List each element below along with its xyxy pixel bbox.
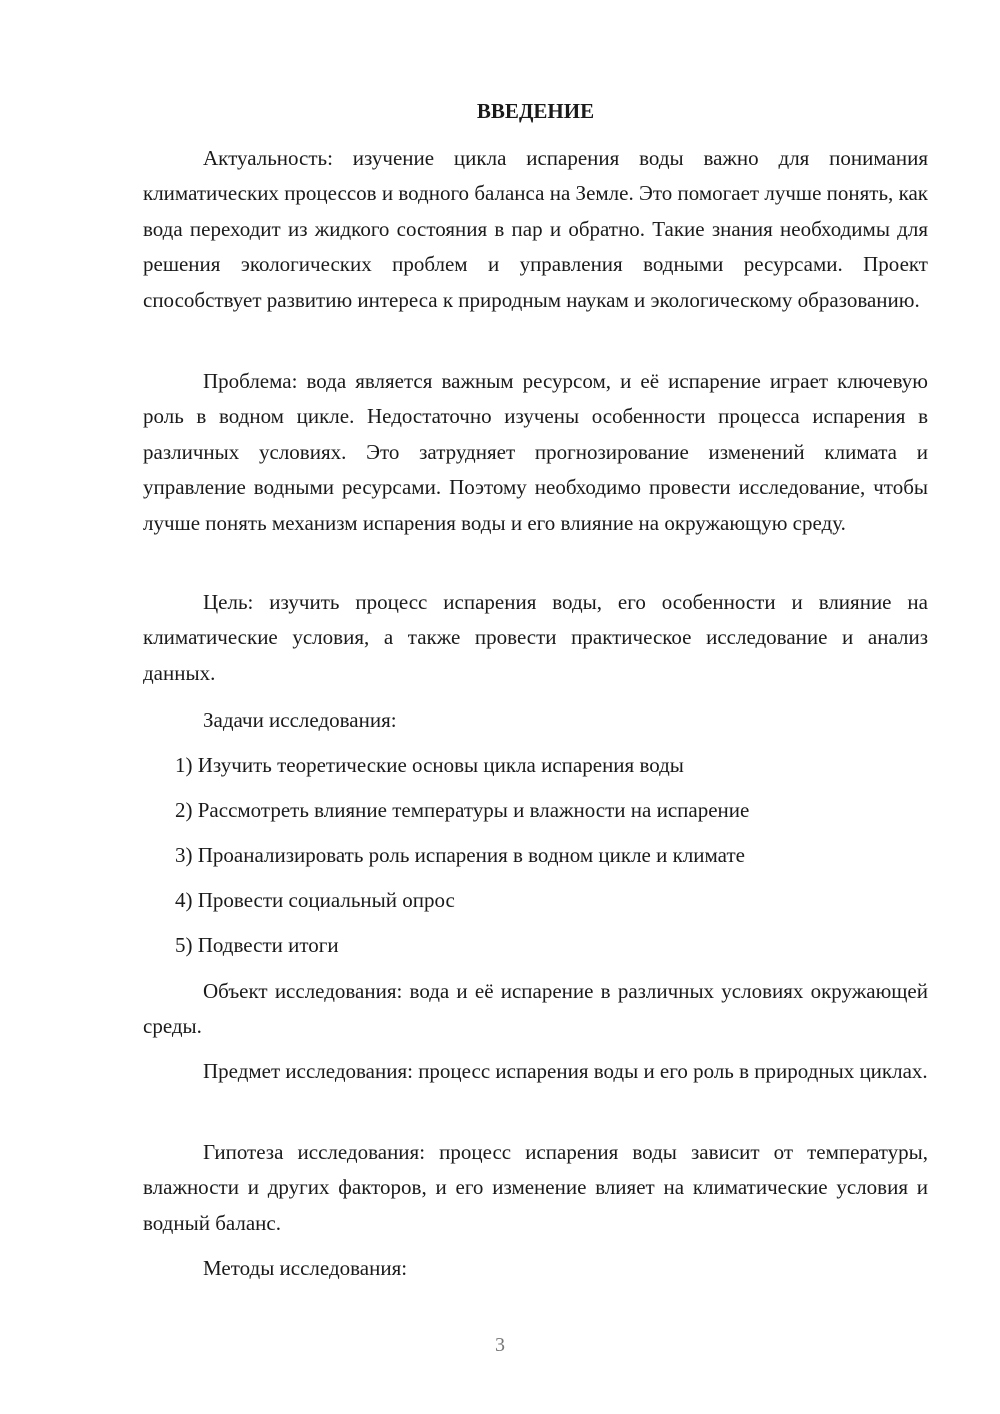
task-item-2: 2) Рассмотреть влияние температуры и влажности на испарение bbox=[175, 798, 750, 822]
task-item-4: 4) Провести социальный опрос bbox=[175, 888, 455, 912]
hypothesis-paragraph: Гипотеза исследования: процесс испарения воды зависит от температуры, влажности и других факторов, и его изменение влияет на климатические условия и водный баланс. bbox=[143, 1140, 928, 1235]
goal-paragraph: Цель: изучить процесс испарения воды, его особенности и влияние на климатические условия, а также провести практическое исследование и анализ данных. bbox=[143, 590, 928, 685]
task-item-5: 5) Подвести итоги bbox=[175, 933, 339, 957]
object-paragraph: Объект исследования: вода и её испарение в различных условиях окружающей среды. bbox=[143, 979, 928, 1039]
tasks-heading: Задачи исследования: bbox=[203, 708, 397, 732]
methods-heading: Методы исследования: bbox=[203, 1256, 408, 1280]
relevance-paragraph: Актуальность: изучение цикла испарения воды важно для понимания климатических процессов и водного баланса на Земле. Это помогает лучше понять, как вода переходит из жидкого состояния в пар и обратно. Такие знания необходимы для решения экологических проблем и управления водными ресурсами. Проект способствует развитию интереса к природным наукам и экологическому образованию. bbox=[143, 146, 928, 312]
page-number: 3 bbox=[495, 1334, 505, 1356]
task-item-1: 1) Изучить теоретические основы цикла испарения воды bbox=[175, 753, 684, 777]
task-item-3: 3) Проанализировать роль испарения в водном цикле и климате bbox=[175, 843, 745, 867]
subject-paragraph: Предмет исследования: процесс испарения воды и его роль в природных циклах. bbox=[203, 1059, 928, 1083]
section-title: ВВЕДЕНИЕ bbox=[476, 99, 595, 123]
problem-paragraph: Проблема: вода является важным ресурсом, и её испарение играет ключевую роль в водном цикле. Недостаточно изучены особенности процесса испарения в различных условиях. Это затрудняет прогнозирование изменений климата и управление водными ресурсами. Поэтому необходимо провести исследование, чтобы лучше понять механизм испарения воды и его влияние на окружающую среду. bbox=[143, 369, 928, 535]
